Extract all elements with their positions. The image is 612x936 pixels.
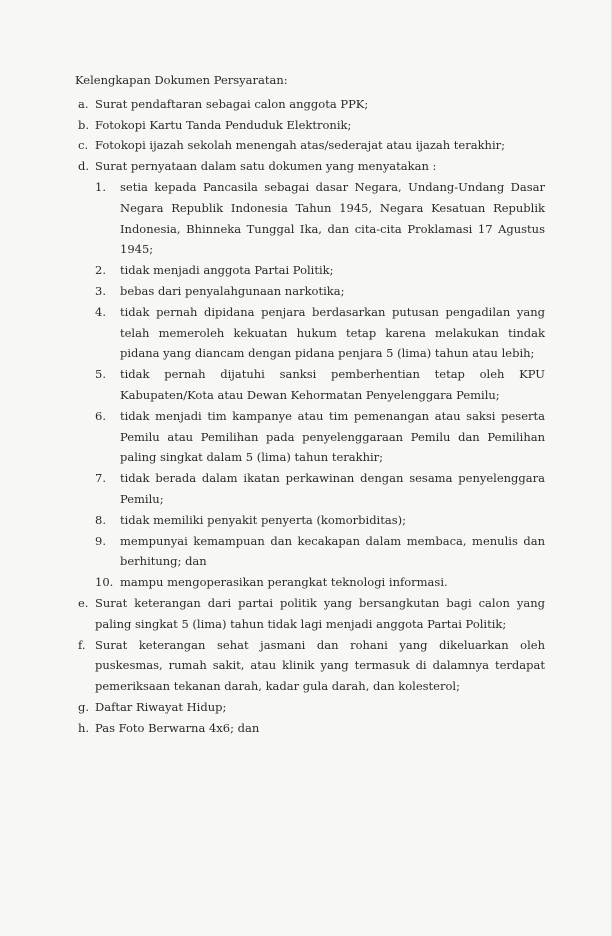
sublist-item-10 bbox=[75, 572, 545, 593]
sublist-item-text: tidak menjadi tim kampanye atau tim pemenangan atau saksi peserta Pemilu atau Pemilihan pada penyelenggaraan Pemilu dan Pemilihan paling singkat dalam 5 (lima) tahun terakhir; bbox=[120, 408, 545, 465]
list-item-text: Surat keterangan sehat jasmani dan rohani yang dikeluarkan oleh puskesmas, rumah sakit, atau klinik yang termasuk di dalamnya terdapat pemeriksaan tekanan darah, kadar gula darah, dan kolesterol; bbox=[95, 637, 545, 694]
sublist-item-2 bbox=[75, 260, 545, 281]
sublist-item-6 bbox=[75, 406, 545, 468]
sublist-item-text: tidak pernah dipidana penjara berdasarkan putusan pengadilan yang telah memeroleh kekuatan hukum tetap karena melakukan tindak pidana yang diancam dengan pidana penjara 5 (lima) tahun atau lebih; bbox=[120, 304, 545, 361]
sublist-marker: 6. bbox=[95, 408, 106, 423]
sublist-item-1 bbox=[75, 177, 545, 260]
list-marker: g. bbox=[78, 699, 90, 714]
sublist-item-text: setia kepada Pancasila sebagai dasar Negara, Undang-Undang Dasar Negara Republik Indonesia Tahun 1945, Negara Kesatuan Republik Indonesia, Bhinneka Tunggal Ika, dan cita-cita Proklamasi 17 Agustus 1945; bbox=[120, 179, 545, 257]
section-heading: Kelengkapan Dokumen Persyaratan: bbox=[75, 73, 288, 87]
sublist-item-text: tidak berada dalam ikatan perkawinan dengan sesama penyelenggara Pemilu; bbox=[120, 471, 545, 506]
list-item-text: Fotokopi ijazah sekolah menengah atas/sederajat atau ijazah terakhir; bbox=[95, 138, 506, 153]
sublist-marker: 2. bbox=[95, 263, 106, 278]
sublist-marker: 5. bbox=[95, 367, 106, 382]
sublist-item-4 bbox=[75, 302, 545, 364]
list-marker: e. bbox=[78, 595, 89, 610]
list-item-e bbox=[75, 593, 545, 635]
sublist-item-text: tidak memiliki penyakit penyerta (komorbiditas); bbox=[120, 512, 406, 527]
sublist-item-5 bbox=[75, 364, 545, 406]
sublist-marker: 8. bbox=[95, 512, 106, 527]
sublist-item-7 bbox=[75, 468, 545, 510]
list-item-text: Surat keterangan dari partai politik yang bersangkutan bagi calon yang paling singkat 5 (lima) tahun tidak lagi menjadi anggota Partai Politik; bbox=[95, 595, 545, 631]
sublist-item-8 bbox=[75, 510, 545, 531]
sublist-item-text: mempunyai kemampuan dan kecakapan dalam membaca, menulis dan berhitung; dan bbox=[120, 533, 545, 569]
sublist-item-text: tidak pernah dijatuhi sanksi pemberhentian tetap oleh KPU Kabupaten/Kota atau Dewan Kehormatan Penyelenggara Pemilu; bbox=[120, 367, 545, 402]
sublist-marker: 4. bbox=[95, 304, 106, 319]
list-item-d bbox=[75, 156, 545, 177]
list-item-text: Pas Foto Berwarna 4x6; dan bbox=[95, 720, 260, 735]
sublist-marker: 9. bbox=[95, 533, 106, 548]
list-item-b bbox=[75, 115, 545, 136]
sublist-marker: 1. bbox=[95, 179, 106, 194]
sublist-marker: 10. bbox=[95, 575, 114, 590]
sublist-item-text: mampu mengoperasikan perangkat teknologi informasi. bbox=[120, 575, 448, 590]
list-item-a bbox=[75, 94, 545, 115]
list-marker: d. bbox=[78, 159, 90, 174]
sublist-marker: 7. bbox=[95, 471, 106, 486]
sublist-item-text: bebas dari penyalahgunaan narkotika; bbox=[120, 283, 345, 298]
list-item-text: Daftar Riwayat Hidup; bbox=[95, 699, 227, 714]
sublist-item-3 bbox=[75, 281, 545, 302]
sublist-marker: 3. bbox=[95, 283, 106, 298]
list-item-g bbox=[75, 697, 545, 718]
sublist-item-9 bbox=[75, 531, 545, 573]
list-item-f bbox=[75, 635, 545, 697]
sublist-item-text: tidak menjadi anggota Partai Politik; bbox=[120, 263, 334, 278]
list-marker: c. bbox=[78, 138, 89, 153]
list-marker: h. bbox=[78, 720, 90, 735]
list-item-c bbox=[75, 135, 545, 156]
list-item-text: Surat pernyataan dalam satu dokumen yang menyatakan : bbox=[95, 159, 437, 174]
list-item-text: Surat pendaftaran sebagai calon anggota PPK; bbox=[95, 96, 369, 111]
requirements-section bbox=[75, 70, 545, 739]
statement-sublist bbox=[75, 177, 545, 593]
list-marker: b. bbox=[78, 117, 90, 132]
list-marker: a. bbox=[78, 96, 89, 111]
list-marker: f. bbox=[78, 637, 86, 652]
list-item-h bbox=[75, 718, 545, 739]
list-item-text: Fotokopi Kartu Tanda Penduduk Elektronik; bbox=[95, 117, 352, 132]
